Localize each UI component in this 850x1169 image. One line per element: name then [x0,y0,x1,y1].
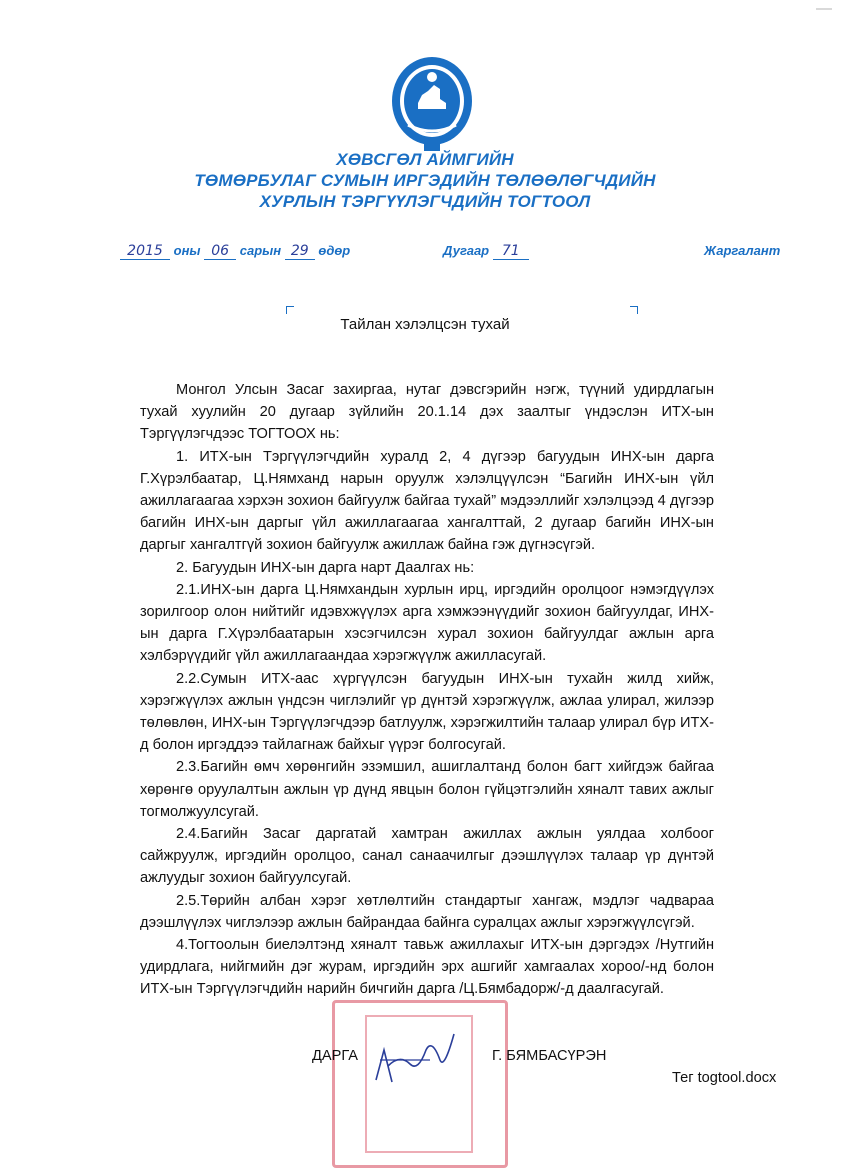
body-item-2-1: 2.1.ИНХ-ын дарга Ц.Нямхандын хурлын ирц, иргэдийн оролцоог нэмэгдүүлэх зорилгоор олон нийтийг идэвхжүүлэх арга хэмжээнүүдийг зохион байгуулдаг, ИНХ-ын дарга Г.Хүрэлбаатарын хэсэгчилсэн хурал зохион байгуулдаг ажлын арга хэлбэрүүдийг үйл ажиллагаандаа хэрэгжүүлж ажилласугай. [140,581,714,665]
date-day: 29 [285,243,315,260]
date-day-suffix: өдөр [318,243,351,258]
signatory-name: Г. БЯМБАСҮРЭН [492,1048,607,1064]
date-year-suffix: оны [173,243,201,258]
body-item-2-4: 2.4.Багийн Засаг даргатай хамтран ажиллах ажлын уялдаа холбоог сайжруулж, иргэдийн оролцоо, санал санаачилгыг дээшлүүлэх талаар үр дүнтэй ажлуудыг зохион байгуулсугай. [140,826,714,887]
date-month-suffix: сарын [239,243,282,258]
header-line-1: ХӨВСГӨЛ АЙМГИЙН [336,150,514,169]
body-item-1: 1. ИТХ-ын Тэргүүлэгчдийн хуралд 2, 4 дүгээр багуудын ИНХ-ын дарга Г.Хүрэлбаатар, Ц.Нямханд нарын оруулж хэлэлцүүлсэн “Багийн ИНХ-ын үйл ажиллагаагаа хэрхэн зохион байгуулж байгаа тухай” мэдээллийг хэлэлцээд 4 дүгээр багийн ИНХ-ын даргыг үйл ажиллагаагаа хангалттай, 2 дугаар багийн ИНХ-ын даргыг хангалтгүй зохион байгуулж ажиллаж байна гэж дүгнэсүгэй. [140,448,714,554]
header-line-2: ТӨМӨРБУЛАГ СУМЫН ИРГЭДИЙН ТӨЛӨӨЛӨГЧДИЙН [194,171,656,190]
date-year: 2015 [120,243,170,260]
state-emblem-icon [388,55,476,153]
file-name: Тег togtool.docx [672,1070,777,1086]
header-line-3: ХУРЛЫН ТЭРГҮҮЛЭГЧДИЙН ТОГТООЛ [259,192,591,211]
body-item-2-5: 2.5.Төрийн албан хэрэг хөтлөлтийн стандартыг хангаж, мэдлэг чадвараа дээшлүүлэх чиглэлээр ажлын байрандаа байнга суралцах ажлыг хэрэгжүүлсүгэй. [140,892,714,931]
body-item-2: 2. Багуудын ИНХ-ын дарга нарт Даалгах нь: [176,559,475,576]
number-label: Дугаар [443,243,490,258]
body-item-2-2: 2.2.Сумын ИТХ-аас хүргүүлсэн багуудын ИНХ-ын тухайн жилд хийж, хэрэгжүүлэх ажлын үндсэн чиглэлийг үр дүнтэй хэрэгжүүлж, ажлаа улирал, жилээр төлөвлөн, ИНХ-ын Тэргүүлэгчдээр батлуулж, хэрэгжилтийн талаар улирал бүр ИТХ-д болон иргэддээ тайлагнаж байхыг үүрэг болгосугай. [140,670,714,754]
scan-mark [816,8,832,10]
document-subject: Тайлан хэлэлцсэн тухай [340,316,510,333]
body-intro: Монгол Улсын Засаг захиргаа, нутаг дэвсгэрийн нэгж, түүний удирдлагын тухай хуулийн 20 дугаар зүйлийн 20.1.14 дэх заалтыг үндэслэн ИТХ-ын Тэргүүлэгчдээс ТОГТООХ нь: [140,382,714,443]
number-value: 71 [493,243,529,260]
place-name: Жаргалант [704,243,781,258]
date-field [120,243,350,260]
handwritten-signature [370,1020,460,1100]
number-field [443,243,529,260]
subject-corner-right [630,306,638,314]
subject-corner-left [286,306,294,314]
body-item-4: 4.Тогтоолын биелэлтэнд хяналт тавьж ажиллахыг ИТХ-ын дэргэдэх /Нутгийн удирдлага, нийгмийн дэг журам, иргэдийн эрх ашгийг хамгаалах хороо/-нд болон ИТХ-ын Тэргүүлэгчдийн нарийн бичгийн дарга /Ц.Бямбадорж/-д даалгасугай. [140,937,714,998]
body-item-2-3: 2.3.Багийн өмч хөрөнгийн эзэмшил, ашиглалтанд болон багт хийгдэж байгаа хөрөнгө оруулалтын ажлын үр дүнд явцын болон гүйцэтгэлийн хяналт тавих ажлыг тогмолжуулсугай. [140,759,714,820]
document-body [140,379,714,1001]
date-month: 06 [204,243,236,260]
signatory-title: ДАРГА [312,1048,359,1064]
